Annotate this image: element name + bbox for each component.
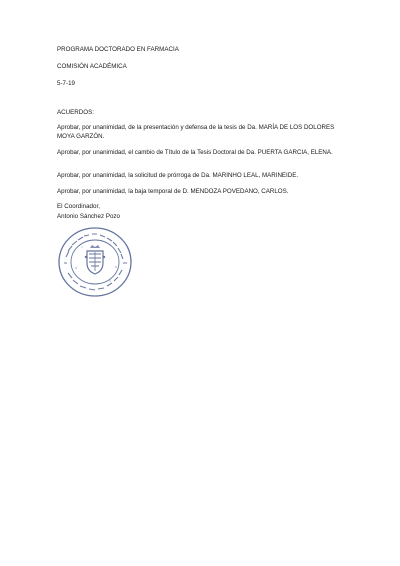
university-seal-stamp [56, 223, 136, 299]
signer-role: El Coordinador, [57, 203, 100, 210]
agreement-person: MARÍA DE LOS DOLORES MOYA GARZÓN. [57, 124, 335, 140]
agreement-person: D. MENDOZA POVEDANO, CARLOS. [182, 188, 289, 195]
agreement-item [57, 188, 347, 197]
agreement-text: Aprobar, por unanimidad, el cambio de Título de la Tesis Doctoral de Da. [57, 149, 258, 156]
agreement-person: MARINHO LEAL, MARINEIDE. [212, 172, 299, 179]
agreement-item [57, 149, 347, 158]
agreement-item [57, 124, 347, 141]
agreement-person: PUERTA GARCIA, ELENA. [257, 149, 333, 156]
signer-name: Antonio Sánchez Pozo [57, 213, 121, 220]
committee-name: COMISIÓN ACADÉMICA [57, 63, 127, 70]
agreement-text: Aprobar, por unanimidad, la solicitud de prórroga de Da. [57, 172, 213, 179]
program-title: PROGRAMA DOCTORADO EN FARMACIA [57, 46, 179, 53]
coat-of-arms-icon [85, 245, 105, 274]
section-title: ACUERDOS: [57, 109, 94, 116]
agreement-text: Aprobar, por unanimidad, de la presentación y defensa de la tesis de Da. [57, 124, 259, 131]
agreement-text: Aprobar, por unanimidad, la baja temporal de [57, 188, 183, 195]
agreement-item [57, 172, 347, 181]
document-date: 5-7-19 [57, 80, 76, 87]
